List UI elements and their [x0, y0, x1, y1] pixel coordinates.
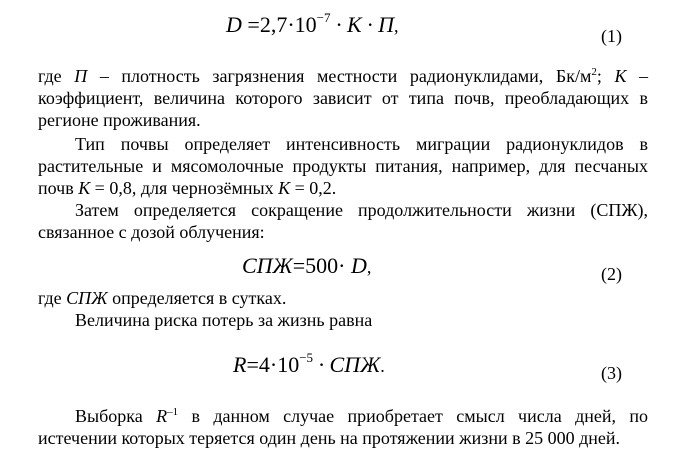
p4-line-1: где СПЖ определяется в сутках.	[38, 288, 287, 308]
eq3-lhs: R	[233, 352, 247, 377]
eq1-coef: 2,7·10	[259, 12, 317, 37]
eq1-lhs: D	[226, 12, 242, 37]
p3-line-2: связанное с дозой облучения:	[38, 222, 265, 242]
eq3-rest: · СПЖ	[313, 352, 381, 377]
p2-line-3: почв К = 0,8, для чернозёмных К = 0,2.	[38, 178, 337, 198]
eq3-tail: .	[380, 356, 385, 376]
equation-2	[242, 255, 371, 277]
paragraph-6	[38, 405, 648, 449]
p1-line-3: регионе проживания.	[38, 110, 201, 130]
equation-1	[226, 10, 399, 37]
eq3-exp: −5	[299, 350, 314, 365]
eq1-exp: −7	[316, 10, 331, 25]
p3-line-1: Затем определяется сокращение продолжительности жизни (СПЖ),	[75, 200, 648, 220]
paragraph-4	[38, 287, 648, 309]
paragraph-2	[38, 133, 648, 199]
eq1-rest: · К · П	[330, 12, 394, 37]
p6-line-1: Выборка $R^{-1}$ в данном случае приобретает смысл числа дней, по	[75, 406, 648, 426]
eq2-coef: 500·	[305, 253, 346, 278]
equation-2-number: (2)	[601, 264, 622, 284]
eq2-sign: =	[292, 253, 306, 278]
equation-1-number: (1)	[601, 26, 622, 46]
paragraph-1	[38, 65, 648, 131]
p2-line-1: Тип почвы определяет интенсивность миграции радионуклидов в	[75, 134, 648, 154]
equation-3	[233, 350, 385, 377]
eq2-lhs: СПЖ	[242, 253, 293, 278]
eq1-tail: ,	[393, 16, 399, 36]
p1-line-2: коэффициент, величина которого зависит от типа почв, преобладающих в	[38, 88, 648, 108]
paragraph-5	[38, 309, 648, 331]
eq2-rest: D	[345, 253, 367, 278]
p2-line-2: растительные и мясомолочные продукты питания, например, для песчаных	[38, 156, 648, 176]
p5-line-1: Величина риска потерь за жизнь равна	[75, 310, 373, 330]
equation-3-number: (3)	[601, 363, 622, 383]
eq1-sign: =	[247, 12, 260, 37]
p6-line-2: истечении которых теряется один день на протяжении жизни в 25 000 дней.	[38, 428, 621, 448]
eq3-sign: =	[246, 352, 259, 377]
paragraph-3	[38, 199, 648, 243]
p1-line-1: где П – плотность загрязнения местности радионуклидами, $Бк/м^2$; К –	[38, 66, 648, 86]
eq3-coef: 4·10	[258, 352, 300, 377]
eq2-tail: ,	[366, 257, 372, 277]
